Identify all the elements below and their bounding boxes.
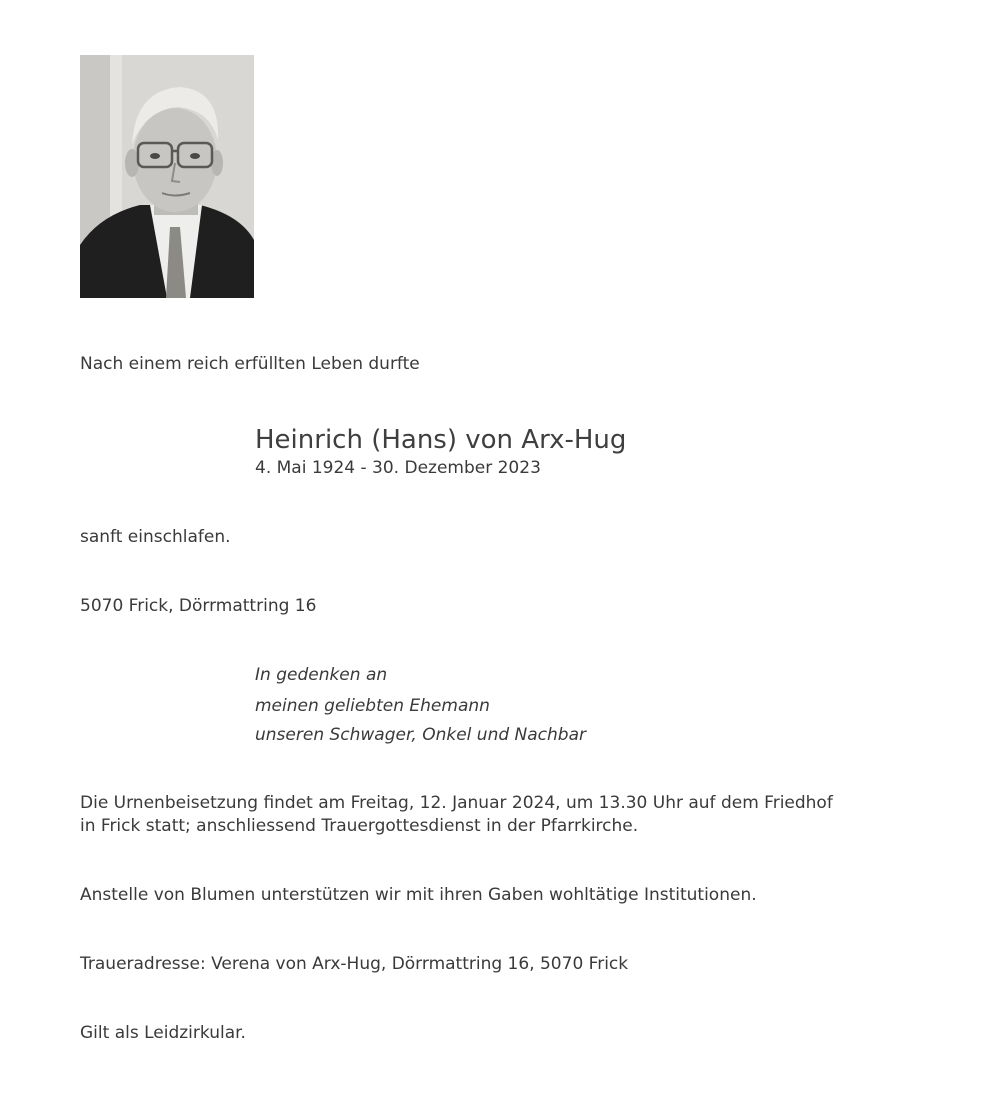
home-address: 5070 Frick, Dörrmattring 16 (80, 596, 317, 616)
burial-line: Die Urnenbeisetzung findet am Freitag, 12. Januar 2024, um 13.30 Uhr auf dem Friedhof (80, 793, 833, 813)
memory-line: In gedenken an (255, 665, 388, 685)
memory-line: meinen geliebten Ehemann (255, 696, 490, 716)
circular-note: Gilt als Leidzirkular. (80, 1023, 246, 1043)
mourning-address: Traueradresse: Verena von Arx-Hug, Dörrmattring 16, 5070 Frick (80, 954, 629, 974)
burial-info (80, 792, 940, 838)
intro-text: Nach einem reich erfüllten Leben durfte (80, 354, 420, 374)
portrait-photo (80, 55, 254, 298)
sleep-text: sanft einschlafen. (80, 527, 231, 547)
donation-note: Anstelle von Blumen unterstützen wir mit ihren Gaben wohltätige Institutionen. (80, 885, 757, 905)
memory-line: unseren Schwager, Onkel und Nachbar (255, 725, 586, 745)
burial-line: in Frick statt; anschliessend Trauergottesdienst in der Pfarrkirche. (80, 816, 639, 836)
life-dates: 4. Mai 1924 - 30. Dezember 2023 (255, 458, 541, 478)
deceased-name: Heinrich (Hans) von Arx-Hug (255, 425, 627, 455)
